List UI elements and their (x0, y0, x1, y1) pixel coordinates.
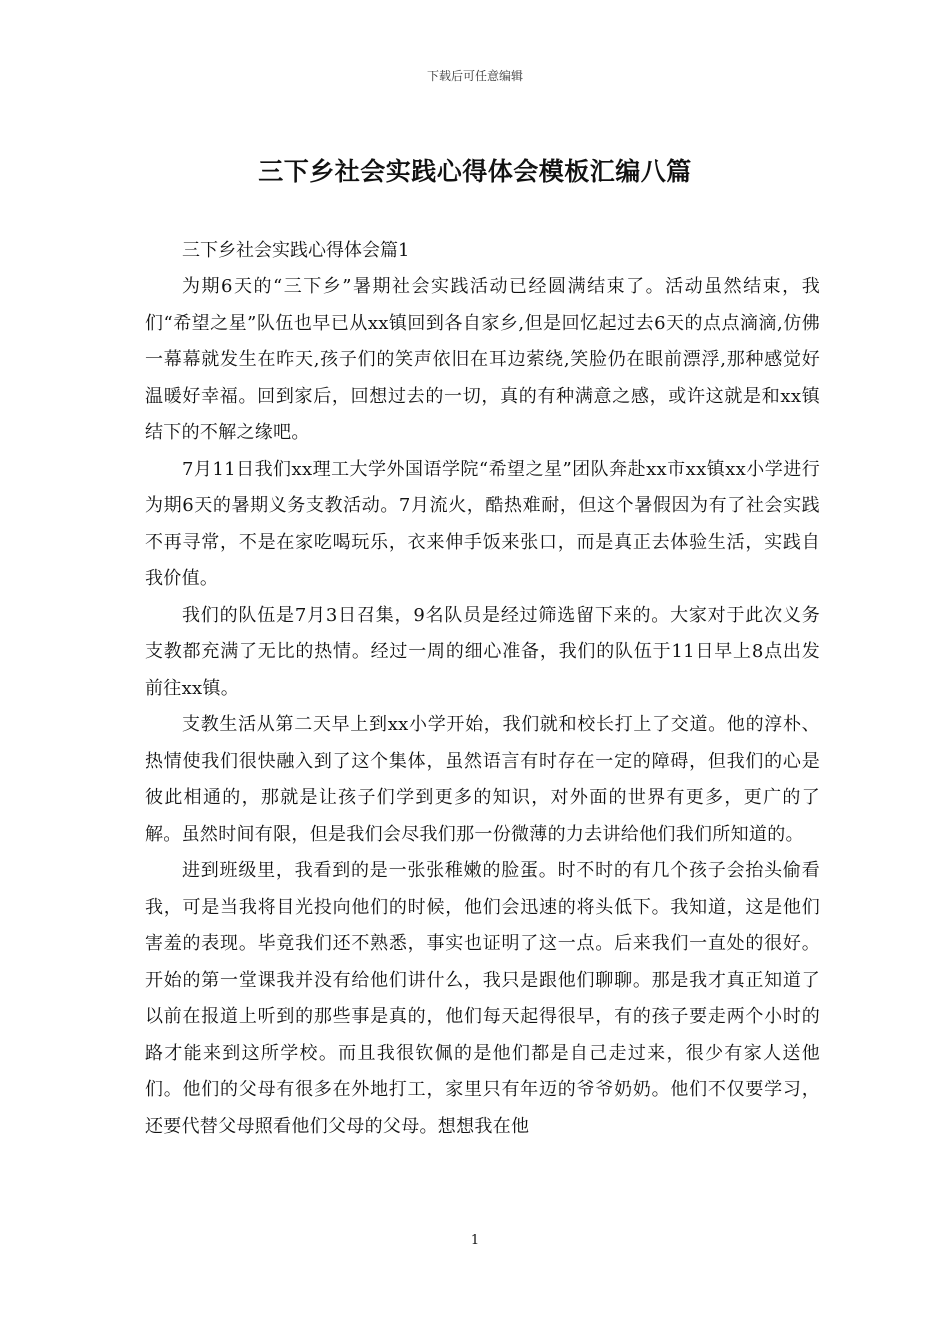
document-body (145, 232, 820, 1145)
paragraph-1: 为期6天的“三下乡”暑期社会实践活动已经圆满结束了。活动虽然结束，我们“希望之星”队伍也早已从xx镇回到各自家乡,但是回忆起过去6天的点点滴滴,仿佛一幕幕就发生在昨天,孩子们的笑声依旧在耳边萦绕,笑脸仍在眼前漂浮,那种感觉好温暖好幸福。回到家后，回想过去的一切，真的有种满意之感，或许这就是和xx镇结下的不解之缘吧。 (145, 276, 820, 443)
paragraph-4: 支教生活从第二天早上到xx小学开始，我们就和校长打上了交道。他的淳朴、热情使我们很快融入到了这个集体，虽然语言有时存在一定的障碍，但我们的心是彼此相通的，那就是让孩子们学到更多的知识，对外面的世界有更多，更广的了解。虽然时间有限，但是我们会尽我们那一份微薄的力去讲给他们我们所知道的。 (145, 714, 820, 845)
header-note: 下载后可任意编辑 (426, 69, 523, 83)
paragraph-3: 我们的队伍是7月3日召集，9名队员是经过筛选留下来的。大家对于此次义务支教都充满了无比的热情。经过一周的细心准备，我们的队伍于11日早上8点出发前往xx镇。 (145, 604, 820, 699)
paragraph-5: 进到班级里，我看到的是一张张稚嫩的脸蛋。时不时的有几个孩子会抬头偷看我，可是当我将目光投向他们的时候，他们会迅速的将头低下。我知道，这是他们害羞的表现。毕竟我们还不熟悉，事实也证明了这一点。后来我们一直处的很好。开始的第一堂课我并没有给他们讲什么，我只是跟他们聊聊。那是我才真正知道了以前在报道上听到的那些事是真的，他们每天起得很早，有的孩子要走两个小时的路才能来到这所学校。而且我很钦佩的是他们都是自己走过来，很少有家人送他们。他们的父母有很多在外地打工，家里只有年迈的爷爷奶奶。他们不仅要学习，还要代替父母照看他们父母的父母。想想我在他 (145, 860, 820, 1137)
page-number: 1 (470, 1233, 480, 1248)
document-title: 三下乡社会实践心得体会模板汇编八篇 (258, 157, 692, 186)
section-heading: 三下乡社会实践心得体会篇1 (182, 240, 410, 261)
paragraph-2: 7月11日我们xx理工大学外国语学院“希望之星”团队奔赴xx市xx镇xx小学进行为期6天的暑期义务支教活动。7月流火，酷热难耐，但这个暑假因为有了社会实践不再寻常，不是在家吃喝玩乐，衣来伸手饭来张口，而是真正去体验生活，实践自我价值。 (145, 458, 820, 589)
